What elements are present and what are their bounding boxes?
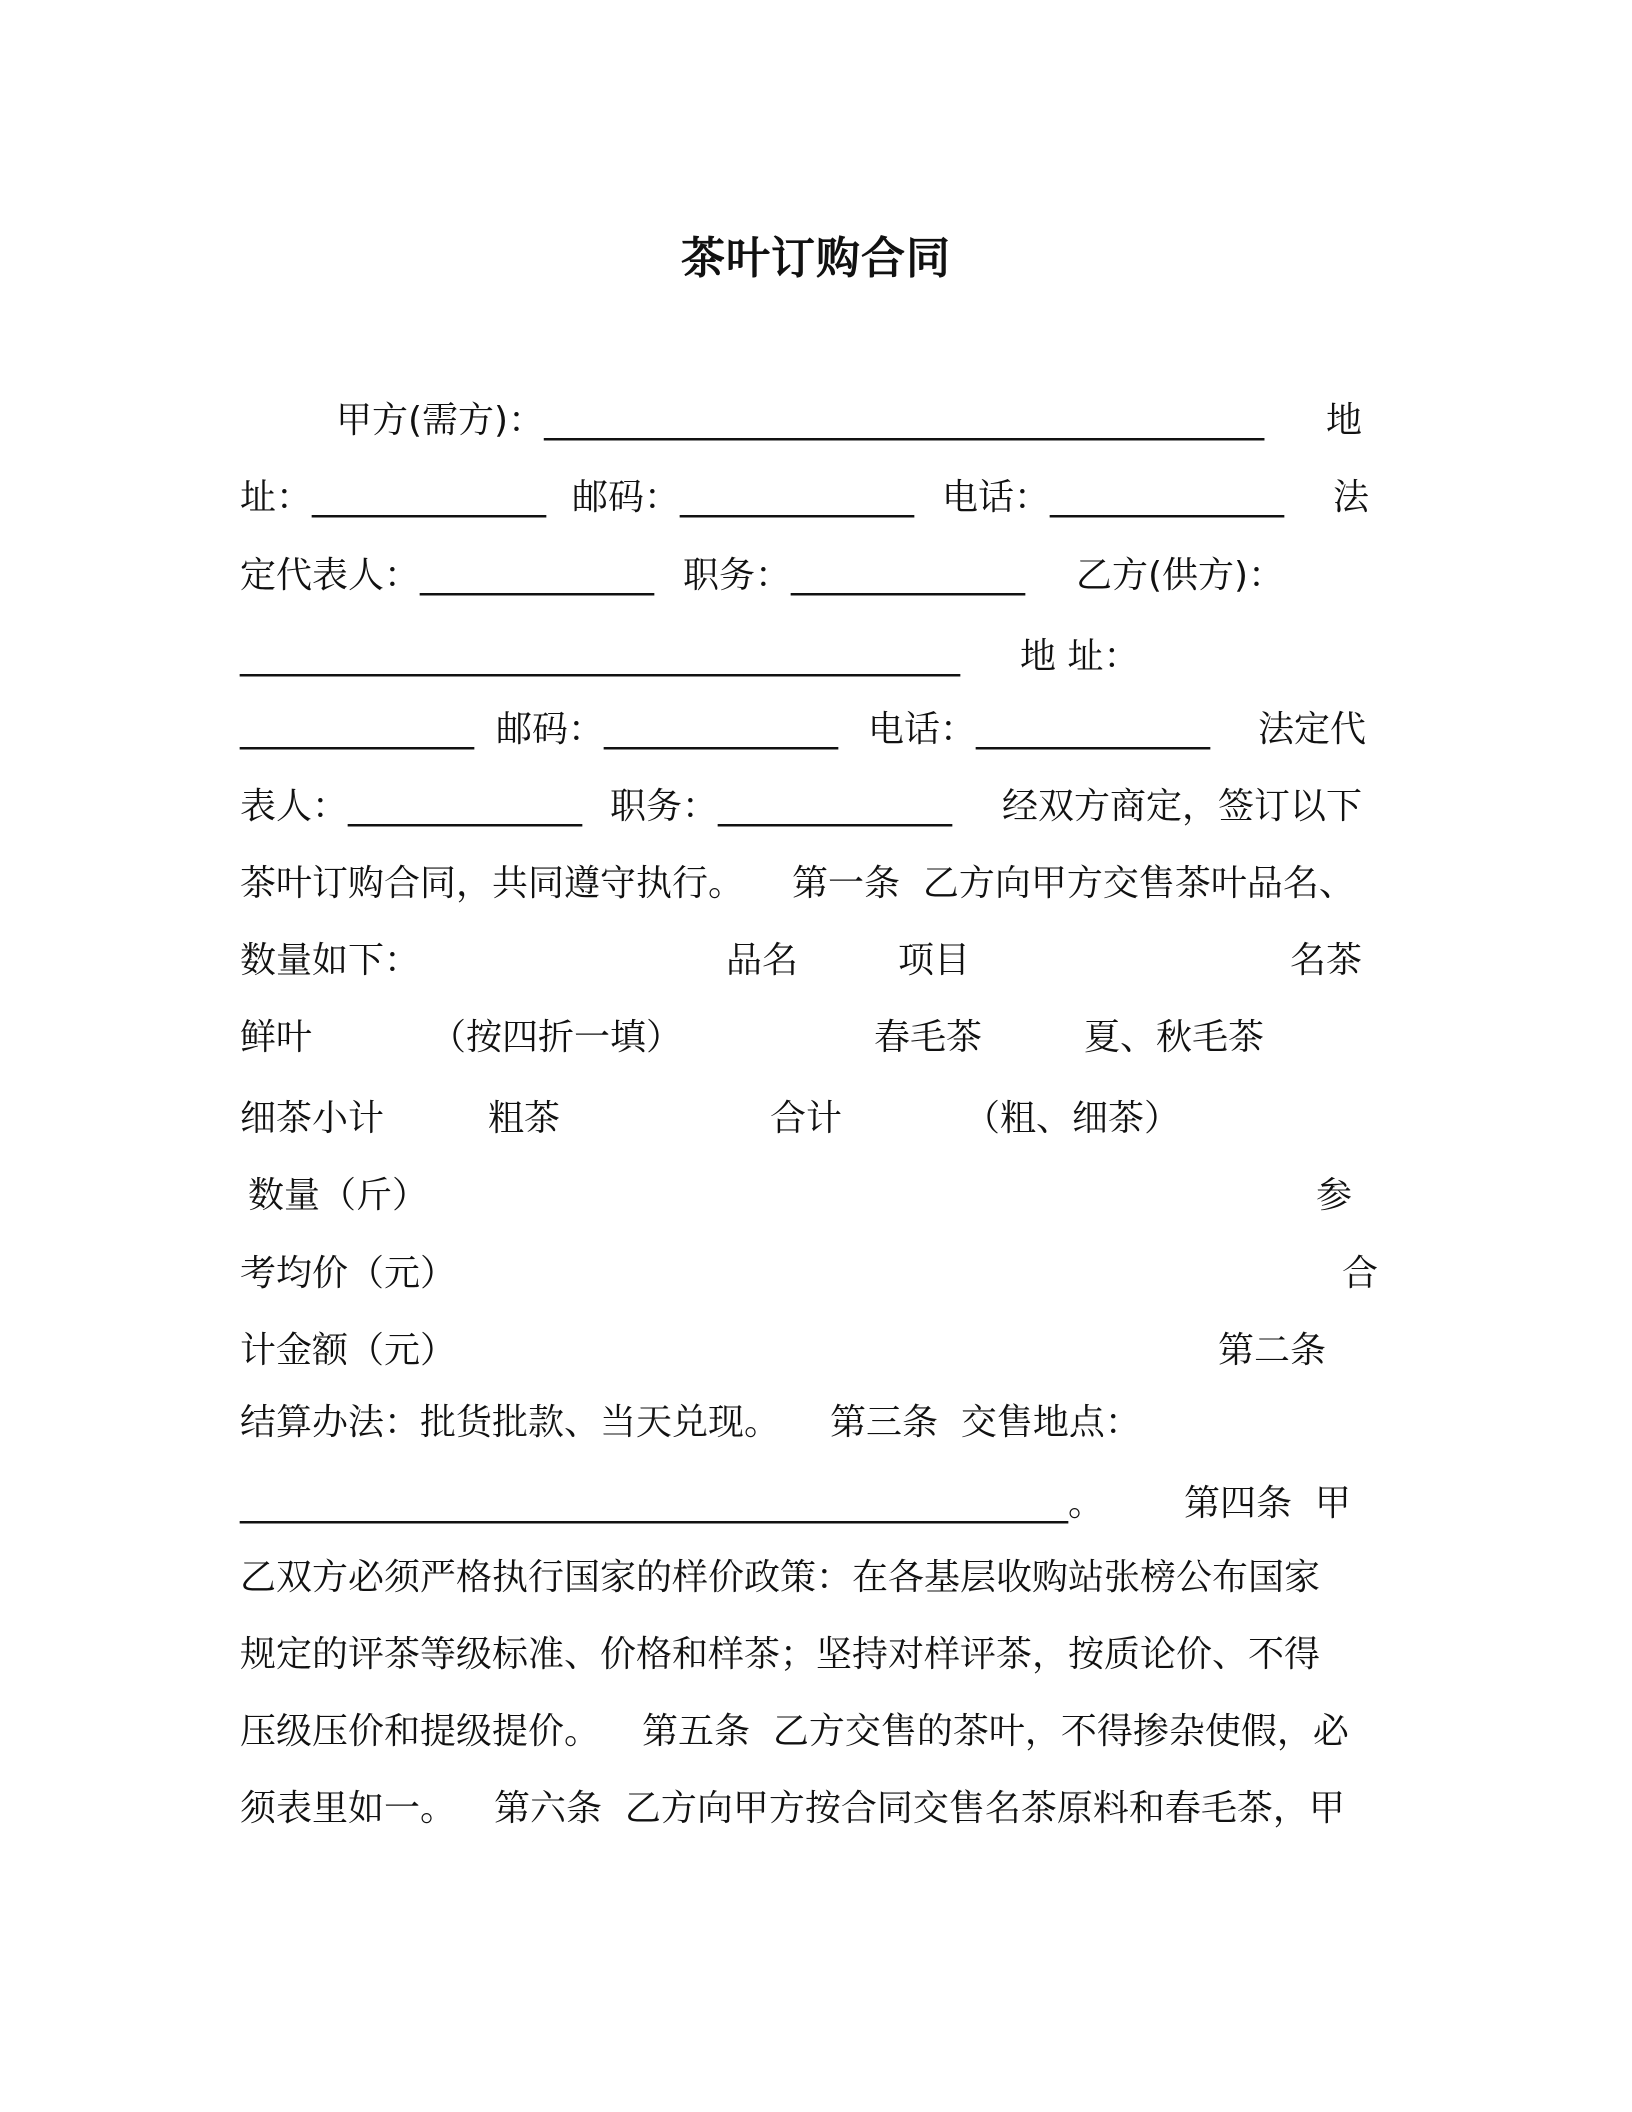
text-segment: （粗、细茶） — [964, 1098, 1181, 1139]
document-title: 茶叶订购合同 — [681, 233, 951, 284]
text-segment: 名茶 — [1290, 940, 1363, 981]
text-segment: 邮码：_____________ — [496, 709, 839, 750]
text-segment: 职务：_____________ — [683, 555, 1026, 596]
text-segment: 乙方(供方)： — [1076, 555, 1285, 596]
text-line — [240, 551, 1376, 601]
text-segment: 电话：_____________ — [868, 709, 1211, 750]
text-segment: 须表里如一。 — [240, 1788, 457, 1829]
text-segment: 址：_____________ — [240, 477, 547, 518]
text-line — [240, 1479, 1376, 1529]
text-segment: 第四条 甲 — [1184, 1483, 1351, 1524]
text-segment: 计金额（元） — [240, 1330, 457, 1371]
text-segment: 第二条 — [1218, 1330, 1327, 1371]
text-segment: 表人：_____________ — [240, 786, 583, 827]
text-line — [240, 936, 1376, 986]
text-segment: 法 — [1333, 477, 1370, 518]
text-segment: 品名 — [726, 940, 799, 981]
text-segment: 项目 — [898, 940, 971, 981]
text-line — [240, 632, 1376, 682]
text-line — [240, 1553, 1376, 1603]
text-line — [240, 705, 1376, 755]
text-line — [240, 1171, 1376, 1221]
text-line — [240, 396, 1376, 446]
text-segment: 经双方商定，签订以下 — [1002, 786, 1363, 827]
text-segment: 春毛茶 — [874, 1017, 983, 1058]
text-segment: 第六条 乙方向甲方按合同交售名茶原料和春毛茶，甲 — [494, 1788, 1345, 1829]
text-segment: 乙双方必须严格执行国家的样价政策：在各基层收购站张榜公布国家 — [240, 1557, 1321, 1598]
text-line — [240, 782, 1376, 832]
text-segment: 粗茶 — [488, 1098, 561, 1139]
text-segment: （按四折一填） — [430, 1017, 683, 1058]
text-segment: 鲜叶 — [240, 1017, 313, 1058]
text-line — [240, 1094, 1376, 1144]
text-segment: 压级压价和提级提价。 — [240, 1711, 601, 1752]
text-segment: 甲方(需方)：________________________________________ — [336, 400, 1265, 441]
text-line — [240, 1784, 1376, 1834]
text-segment: 法定代 — [1258, 709, 1367, 750]
text-line — [240, 1326, 1376, 1376]
text-segment: 数量如下： — [240, 940, 421, 981]
text-line — [240, 859, 1376, 909]
text-segment: 茶叶订购合同，共同遵守执行。 — [240, 863, 745, 904]
text-line — [240, 473, 1376, 523]
text-line — [240, 1013, 1376, 1063]
text-segment: 考均价（元） — [240, 1253, 457, 1294]
text-line — [240, 1630, 1376, 1680]
text-segment: 电话：_____________ — [942, 477, 1285, 518]
text-segment: ______________________________________________。 — [240, 1483, 1104, 1524]
text-segment: 定代表人：_____________ — [240, 555, 655, 596]
text-segment: _____________ — [240, 709, 474, 750]
text-segment: 合 — [1342, 1253, 1379, 1294]
text-line — [240, 1249, 1379, 1299]
text-segment: 邮码：_____________ — [572, 477, 915, 518]
text-segment: ________________________________________ — [240, 636, 960, 677]
text-segment: 数量（斤） — [248, 1175, 429, 1216]
text-segment: 夏、秋毛茶 — [1084, 1017, 1265, 1058]
text-segment: 第五条 乙方交售的茶叶，不得掺杂使假，必 — [642, 1711, 1349, 1752]
text-segment: 第一条 乙方向甲方交售茶叶品名、 — [792, 863, 1355, 904]
text-line — [240, 1707, 1376, 1757]
text-segment: 规定的评茶等级标准、价格和样茶；坚持对样评茶，按质论价、不得 — [240, 1634, 1321, 1675]
text-segment: 结算办法：批货批款、当天兑现。 — [240, 1402, 781, 1443]
text-segment: 地 址： — [1020, 636, 1140, 677]
text-segment: 细茶小计 — [240, 1098, 385, 1139]
text-line — [240, 1398, 1376, 1448]
text-segment: 合计 — [770, 1098, 843, 1139]
text-segment: 职务：_____________ — [610, 786, 953, 827]
text-segment: 参 — [1316, 1175, 1353, 1216]
text-segment: 第三条 交售地点： — [830, 1402, 1141, 1443]
text-segment: 地 — [1326, 400, 1363, 441]
